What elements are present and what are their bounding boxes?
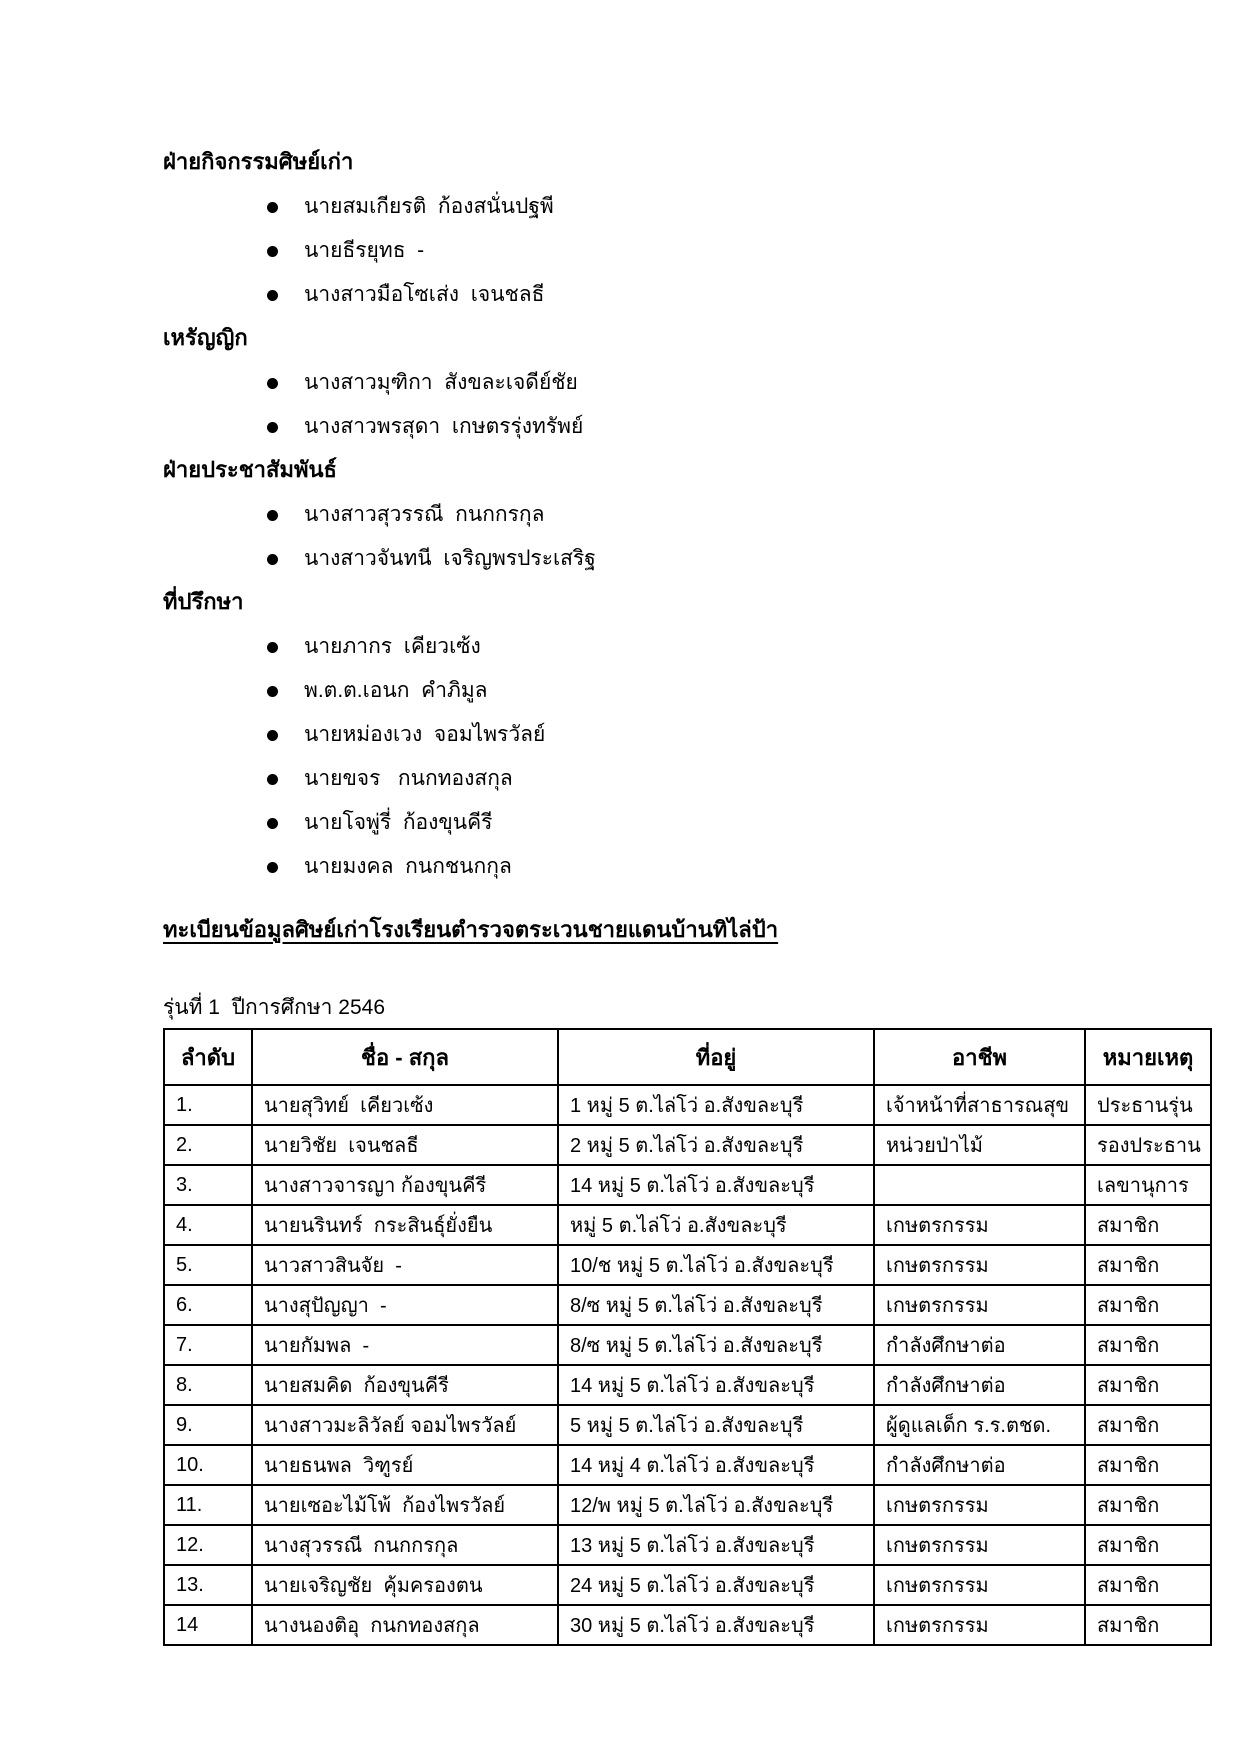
table-cell: 14 หมู่ 4 ต.ไล่โว่ อ.สังขละบุรี <box>558 1445 874 1485</box>
bullet-icon <box>267 246 278 257</box>
table-cell: นาวสาวสินจัย - <box>252 1245 558 1285</box>
committee-member-item <box>163 844 1210 888</box>
table-cell: 30 หมู่ 5 ต.ไล่โว่ อ.สังขละบุรี <box>558 1605 874 1645</box>
registry-title: ทะเบียนข้อมูลศิษย์เก่าโรงเรียนตำรวจตระเวนชายแดนบ้านทิไล่ป้า <box>163 917 779 942</box>
table-cell: หมู่ 5 ต.ไล่โว่ อ.สังขละบุรี <box>558 1205 874 1245</box>
table-row <box>164 1365 1211 1405</box>
table-cell: 11. <box>164 1485 252 1525</box>
committee-member-item <box>163 184 1210 228</box>
section-heading: ที่ปรึกษา <box>163 589 244 614</box>
table-row <box>164 1085 1211 1125</box>
member-name: นางสาวมุฑิกา สังขละเจดีย์ชัย <box>304 370 578 394</box>
table-row <box>164 1605 1211 1645</box>
table-row <box>164 1565 1211 1605</box>
table-cell: นายสุวิทย์ เคียวเซ้ง <box>252 1085 558 1125</box>
bullet-icon <box>267 378 278 389</box>
member-name: นายภากร เคียวเซ้ง <box>304 634 481 658</box>
member-name: นางสาวสุวรรณี กนกกรกุล <box>304 502 545 526</box>
committee-member-item <box>163 404 1210 448</box>
bullet-icon <box>267 510 278 521</box>
table-cell: กำลังศึกษาต่อ <box>874 1445 1085 1485</box>
table-cell: 12. <box>164 1525 252 1565</box>
table-cell: 4. <box>164 1205 252 1245</box>
table-cell: ประธานรุ่น <box>1085 1085 1211 1125</box>
member-name: นางสาวมือโซเส่ง เจนชลธี <box>304 282 545 306</box>
bullet-icon <box>267 818 278 829</box>
table-row <box>164 1245 1211 1285</box>
column-header: ลำดับ <box>164 1029 252 1085</box>
bullet-icon <box>267 290 278 301</box>
table-cell: นางสาวจารญา ก้องขุนคีรี <box>252 1165 558 1205</box>
table-header-row <box>164 1029 1211 1085</box>
table-cell: นางนองติอุ กนกทองสกุล <box>252 1605 558 1645</box>
column-header: ที่อยู่ <box>558 1029 874 1085</box>
alumni-table <box>163 1028 1212 1646</box>
table-cell: เกษตรกรรม <box>874 1605 1085 1645</box>
table-row <box>164 1445 1211 1485</box>
table-row <box>164 1285 1211 1325</box>
table-cell: รองประธาน <box>1085 1125 1211 1165</box>
table-row <box>164 1325 1211 1365</box>
committee-member-item <box>163 360 1210 404</box>
table-cell: กำลังศึกษาต่อ <box>874 1325 1085 1365</box>
bullet-icon <box>267 774 278 785</box>
cohort-title: รุ่นที่ 1 ปีการศึกษา 2546 <box>163 996 386 1019</box>
table-cell: 14 หมู่ 5 ต.ไล่โว่ อ.สังขละบุรี <box>558 1165 874 1205</box>
table-cell: เกษตรกรรม <box>874 1565 1085 1605</box>
table-cell: สมาชิก <box>1085 1365 1211 1405</box>
committee-member-item <box>163 668 1210 712</box>
member-name: พ.ต.ต.เอนก คำภิมูล <box>304 678 488 702</box>
member-name: นายมงคล กนกชนกกุล <box>304 854 512 878</box>
bullet-icon <box>267 202 278 213</box>
table-cell: สมาชิก <box>1085 1485 1211 1525</box>
committee-member-item <box>163 800 1210 844</box>
table-cell: 5. <box>164 1245 252 1285</box>
table-cell: นายเจริญชัย คุ้มครองตน <box>252 1565 558 1605</box>
table-cell: เลขานุการ <box>1085 1165 1211 1205</box>
table-cell: สมาชิก <box>1085 1205 1211 1245</box>
table-cell: นายธนพล วิฑูรย์ <box>252 1445 558 1485</box>
table-cell: 13. <box>164 1565 252 1605</box>
table-cell: นายวิชัย เจนชลธี <box>252 1125 558 1165</box>
table-cell: 9. <box>164 1405 252 1445</box>
table-cell: 14 หมู่ 5 ต.ไล่โว่ อ.สังขละบุรี <box>558 1365 874 1405</box>
member-name: นายสมเกียรติ ก้องสนั่นปฐพี <box>304 194 554 218</box>
member-name: นายหม่องเวง จอมไพรวัลย์ <box>304 722 546 746</box>
table-cell: 24 หมู่ 5 ต.ไล่โว่ อ.สังขละบุรี <box>558 1565 874 1605</box>
table-cell: สมาชิก <box>1085 1405 1211 1445</box>
bullet-icon <box>267 422 278 433</box>
table-row <box>164 1485 1211 1525</box>
table-cell: เกษตรกรรม <box>874 1485 1085 1525</box>
table-row <box>164 1165 1211 1205</box>
table-cell: นายสมคิด ก้องขุนคีรี <box>252 1365 558 1405</box>
member-name: นายขจร กนกทองสกุล <box>304 766 513 790</box>
table-row <box>164 1205 1211 1245</box>
table-cell: เกษตรกรรม <box>874 1245 1085 1285</box>
member-name: นายธีรยุทธ - <box>304 238 425 262</box>
table-cell: สมาชิก <box>1085 1245 1211 1285</box>
bullet-icon <box>267 642 278 653</box>
committee-member-item <box>163 492 1210 536</box>
table-cell: 8/ซ หมู่ 5 ต.ไล่โว่ อ.สังขละบุรี <box>558 1325 874 1365</box>
table-cell: นายนรินทร์ กระสินธุ์ยั่งยืน <box>252 1205 558 1245</box>
committee-member-item <box>163 624 1210 668</box>
table-cell: 2 หมู่ 5 ต.ไล่โว่ อ.สังขละบุรี <box>558 1125 874 1165</box>
table-cell: เจ้าหน้าที่สาธารณสุข <box>874 1085 1085 1125</box>
committee-member-item <box>163 756 1210 800</box>
table-cell: 8/ซ หมู่ 5 ต.ไล่โว่ อ.สังขละบุรี <box>558 1285 874 1325</box>
column-header: หมายเหตุ <box>1085 1029 1211 1085</box>
table-cell: นายกัมพล - <box>252 1325 558 1365</box>
section-heading: เหรัญญิก <box>163 325 248 350</box>
committee-member-item <box>163 272 1210 316</box>
section-heading: ฝ่ายกิจกรรมศิษย์เก่า <box>163 149 354 174</box>
table-cell: 8. <box>164 1365 252 1405</box>
table-cell: สมาชิก <box>1085 1605 1211 1645</box>
table-cell: สมาชิก <box>1085 1325 1211 1365</box>
table-cell: 1 หมู่ 5 ต.ไล่โว่ อ.สังขละบุรี <box>558 1085 874 1125</box>
bullet-icon <box>267 862 278 873</box>
table-cell: 10/ช หมู่ 5 ต.ไล่โว่ อ.สังขละบุรี <box>558 1245 874 1285</box>
table-cell: เกษตรกรรม <box>874 1205 1085 1245</box>
table-row <box>164 1405 1211 1445</box>
member-name: นายโจพู่รี่ ก้องขุนคีรี <box>304 810 493 834</box>
table-cell: กำลังศึกษาต่อ <box>874 1365 1085 1405</box>
table-cell: 13 หมู่ 5 ต.ไล่โว่ อ.สังขละบุรี <box>558 1525 874 1565</box>
table-cell: นางสุปัญญา - <box>252 1285 558 1325</box>
bullet-icon <box>267 730 278 741</box>
committee-member-item <box>163 536 1210 580</box>
table-cell: 6. <box>164 1285 252 1325</box>
bullet-icon <box>267 686 278 697</box>
column-header: ชื่อ - สกุล <box>252 1029 558 1085</box>
table-cell: ผู้ดูแลเด็ก ร.ร.ตชด. <box>874 1405 1085 1445</box>
committee-member-item <box>163 228 1210 272</box>
table-cell: 1. <box>164 1085 252 1125</box>
table-cell: สมาชิก <box>1085 1445 1211 1485</box>
table-cell: เกษตรกรรม <box>874 1525 1085 1565</box>
table-cell: 2. <box>164 1125 252 1165</box>
table-row <box>164 1125 1211 1165</box>
committee-member-item <box>163 712 1210 756</box>
table-row <box>164 1525 1211 1565</box>
table-cell: 10. <box>164 1445 252 1485</box>
bullet-icon <box>267 554 278 565</box>
table-cell: นายเซอะไม้โพ้ ก้องไพรวัลย์ <box>252 1485 558 1525</box>
table-cell: 7. <box>164 1325 252 1365</box>
table-cell: เกษตรกรรม <box>874 1285 1085 1325</box>
table-cell: นางสาวมะลิวัลย์ จอมไพรวัลย์ <box>252 1405 558 1445</box>
table-cell <box>874 1165 1085 1205</box>
table-cell: 12/พ หมู่ 5 ต.ไล่โว่ อ.สังขละบุรี <box>558 1485 874 1525</box>
member-name: นางสาวพรสุดา เกษตรรุ่งทรัพย์ <box>304 414 584 438</box>
table-cell: สมาชิก <box>1085 1565 1211 1605</box>
table-cell: 14 <box>164 1605 252 1645</box>
section-heading: ฝ่ายประชาสัมพันธ์ <box>163 457 337 482</box>
column-header: อาชีพ <box>874 1029 1085 1085</box>
table-cell: 3. <box>164 1165 252 1205</box>
member-name: นางสาวจันทนี เจริญพรประเสริฐ <box>304 546 596 570</box>
table-cell: นางสุวรรณี กนกกรกุล <box>252 1525 558 1565</box>
table-cell: หน่วยป่าไม้ <box>874 1125 1085 1165</box>
table-cell: 5 หมู่ 5 ต.ไล่โว่ อ.สังขละบุรี <box>558 1405 874 1445</box>
table-cell: สมาชิก <box>1085 1285 1211 1325</box>
table-cell: สมาชิก <box>1085 1525 1211 1565</box>
committee-sections <box>163 147 1210 888</box>
